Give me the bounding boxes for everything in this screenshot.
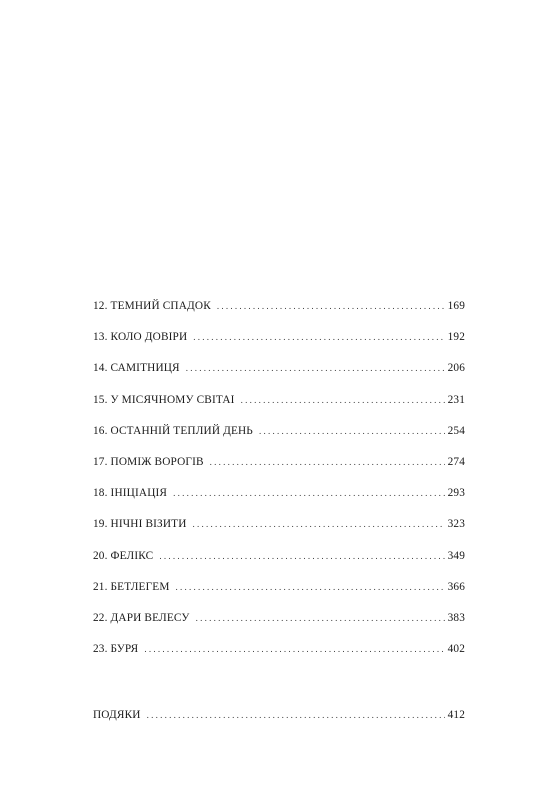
toc-leader-dots bbox=[147, 710, 445, 720]
toc-entry-page: 412 bbox=[447, 709, 465, 721]
toc-entry-title: 21. БЕТЛЕГЕМ bbox=[93, 580, 170, 593]
toc-entry-page: 231 bbox=[447, 393, 465, 406]
toc-entry-title: 16. ОСТАННІЙ ТЕПЛИЙ ДЕНЬ bbox=[93, 424, 253, 437]
toc-leader-dots bbox=[159, 551, 445, 561]
toc-entry-title: ПОДЯКИ bbox=[93, 709, 141, 721]
toc-leader-dots bbox=[196, 613, 445, 623]
toc-entry-page: 366 bbox=[447, 580, 465, 593]
toc-entry bbox=[93, 612, 465, 643]
toc-leader-dots bbox=[210, 457, 445, 467]
table-of-contents bbox=[93, 300, 465, 674]
toc-leader-dots bbox=[173, 488, 445, 498]
toc-entry-page: 383 bbox=[447, 611, 465, 624]
toc-entry bbox=[93, 518, 465, 549]
toc-leader-dots bbox=[193, 519, 445, 529]
toc-leader-dots bbox=[259, 426, 445, 436]
toc-entry bbox=[93, 362, 465, 393]
toc-entry bbox=[93, 300, 465, 331]
toc-entry-title: 20. ФЕЛІКС bbox=[93, 549, 154, 562]
toc-entry bbox=[93, 643, 465, 674]
toc-leader-dots bbox=[176, 582, 445, 592]
toc-entry-title: 23. БУРЯ bbox=[93, 643, 139, 656]
toc-entry-acknowledgments bbox=[93, 709, 465, 740]
toc-entry-title: 22. ДАРИ ВЕЛЕСУ bbox=[93, 611, 190, 624]
toc-entry-title: 18. ІНІЦІАЦІЯ bbox=[93, 487, 168, 500]
toc-entry bbox=[93, 425, 465, 456]
toc-back-matter bbox=[93, 709, 465, 740]
toc-entry-page: 349 bbox=[447, 549, 465, 562]
toc-entry-page: 293 bbox=[447, 487, 465, 500]
toc-entry-page: 402 bbox=[447, 643, 465, 656]
toc-entry-page: 169 bbox=[447, 300, 465, 312]
toc-entry bbox=[93, 394, 465, 425]
toc-entry bbox=[93, 487, 465, 518]
toc-leader-dots bbox=[186, 363, 445, 373]
toc-entry-title: 19. НІЧНІ ВІЗИТИ bbox=[93, 518, 187, 531]
toc-entry-title: 17. ПОМІЖ ВОРОГІВ bbox=[93, 455, 204, 468]
toc-entry-title: 13. КОЛО ДОВІРИ bbox=[93, 331, 188, 344]
toc-entry-title: 15. У МІСЯЧНОМУ СВІТАІ bbox=[93, 393, 235, 406]
toc-entry bbox=[93, 456, 465, 487]
toc-entry bbox=[93, 550, 465, 581]
toc-entry-page: 206 bbox=[447, 362, 465, 375]
toc-entry bbox=[93, 331, 465, 362]
toc-entry-page: 274 bbox=[447, 455, 465, 468]
toc-entry-page: 323 bbox=[447, 518, 465, 531]
toc-entry-page: 254 bbox=[447, 424, 465, 437]
toc-leader-dots bbox=[241, 395, 445, 405]
toc-leader-dots bbox=[193, 332, 445, 342]
toc-entry bbox=[93, 581, 465, 612]
toc-leader-dots bbox=[217, 301, 445, 311]
toc-entry-page: 192 bbox=[447, 331, 465, 344]
toc-entry-title: 14. САМІТНИЦЯ bbox=[93, 362, 180, 375]
toc-entry-title: 12. ТЕМНИЙ СПАДОК bbox=[93, 300, 211, 312]
toc-leader-dots bbox=[144, 644, 445, 654]
